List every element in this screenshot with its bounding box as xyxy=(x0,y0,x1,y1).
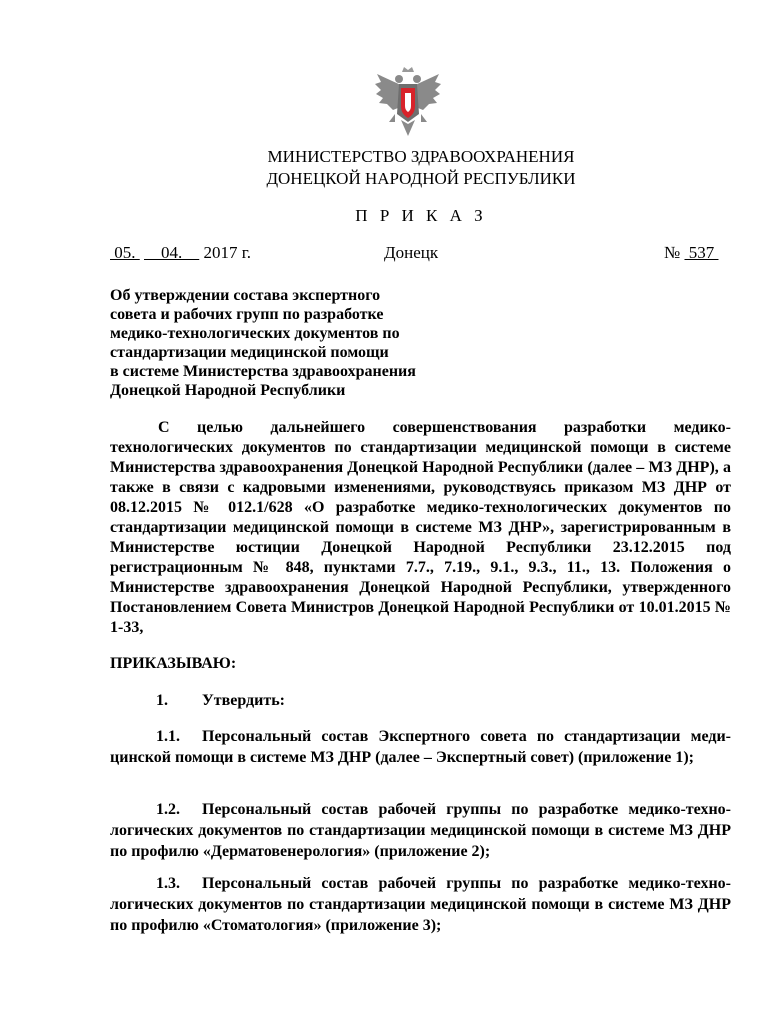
subject-line: совета и рабочих групп по разработке xyxy=(110,306,384,323)
dnr-coat-of-arms-icon xyxy=(373,66,443,138)
order-city: Донецк xyxy=(384,243,439,262)
preamble-paragraph: С целью дальнейшего совершенствования разработки медико-технологических документов по стандартизации медицинской помощи в системе Министерства здравоохранения Донецкой Народной Республики (далее – МЗ ДНР), а также в связи с кадровыми изменениями, руководствуясь приказом МЗ ДНР от 08.12.2015 № 012.1/628 «О разработке медико-технологических документов по стандартизации медицинской помощи в системе МЗ ДНР», зарегистрированным в Министерстве юстиции Донецкой Народной Республики 23.12.2015 под регистрационным № 848, пунктами 7.7., 7.19., 9.1., 9.3., 11., 13. Положения о Министерстве здравоохранения Донецкой Народной Республики, утвержденного Постановлением Совета Министров Донецкой Народной Республики от 10.01.2015 № 1-33, xyxy=(110,419,731,636)
item-number: 1.2. xyxy=(156,801,180,818)
item-text: Утвердить: xyxy=(202,692,285,709)
subject-line: Об утверждении состава экспертного xyxy=(110,287,381,304)
order-day: 05. xyxy=(110,243,140,262)
order-year: 2017 г. xyxy=(203,243,252,262)
order-item xyxy=(110,873,731,936)
item-number: 1.1. xyxy=(156,728,180,745)
subject-line: медико-технологических документов по xyxy=(110,325,400,342)
subject-line: стандартизации медицинской помощи xyxy=(110,344,389,361)
order-word: ПРИКАЗЫВАЮ: xyxy=(110,655,237,672)
document-type: П Р И К А З xyxy=(355,206,487,225)
order-number-value: 537 xyxy=(684,243,719,262)
item-text: Персональный состав рабочей группы по разработке медико-технологических документов по стандартизации медицинской помощи в системе МЗ ДНР по профилю «Стоматология» (приложение 3); xyxy=(110,875,731,934)
subject-line: в системе Министерства здравоохранения xyxy=(110,363,416,380)
item-text: Персональный состав рабочей группы по разработке медико-технологических документов по стандартизации медицинской помощи в системе МЗ ДНР по профилю «Дерматовенерология» (приложение 2); xyxy=(110,801,731,860)
ministry-line-2: ДОНЕЦКОЙ НАРОДНОЙ РЕСПУБЛИКИ xyxy=(266,169,576,188)
item-number: 1.3. xyxy=(156,875,180,892)
subject-line: Донецкой Народной Республики xyxy=(110,382,346,399)
order-number-prefix: № xyxy=(664,243,681,262)
order-item xyxy=(110,799,731,862)
order-month: 04. xyxy=(144,243,200,262)
ministry-name xyxy=(0,146,768,190)
item-text: Персональный состав Экспертного совета по стандартизации медицинской помощи в системе МЗ ДНР (далее – Экспертный совет) (приложение 1); xyxy=(110,728,731,766)
item-number: 1. xyxy=(156,692,168,709)
ministry-line-1: МИНИСТЕРСТВО ЗДРАВООХРАНЕНИЯ xyxy=(267,147,575,166)
order-item xyxy=(110,726,731,768)
order-subject xyxy=(110,286,470,400)
order-number xyxy=(664,243,718,263)
order-item xyxy=(110,690,731,711)
order-date xyxy=(110,243,251,263)
